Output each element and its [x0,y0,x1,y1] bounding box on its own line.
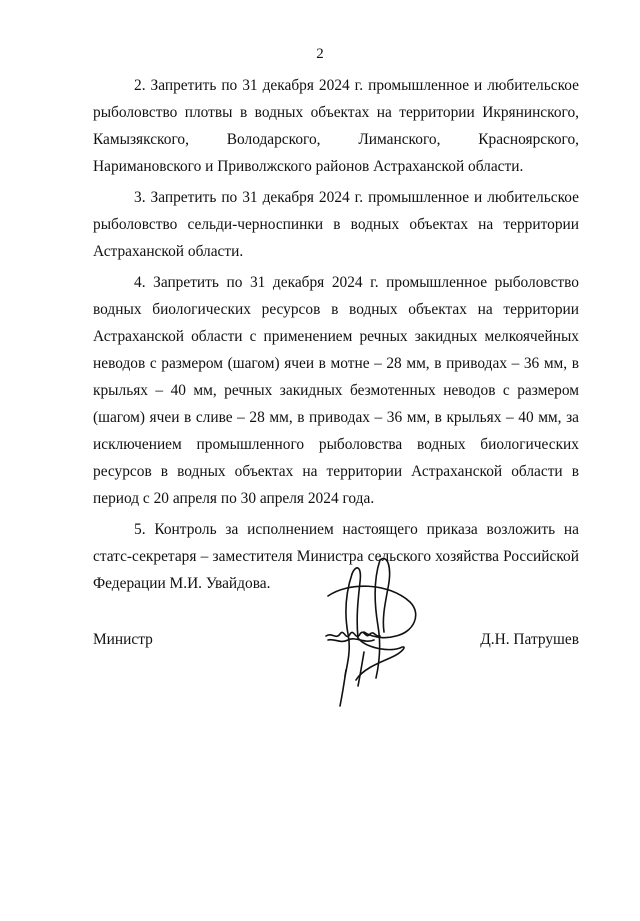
paragraph-3: 3. Запретить по 31 декабря 2024 г. промышленное и любительское рыболовство сельди-черноспинки в водных объектах на территории Астраханской области. [93,189,579,260]
page-number: 2 [316,46,324,62]
paragraph-2: 2. Запретить по 31 декабря 2024 г. промышленное и любительское рыболовство плотвы в водных объектах на территории Икрянинского, Камызякского, Володарского, Лиманского, Красноярского, Наримановского и Приволжского районов Астраханской области. [93,77,579,175]
paragraph-5: 5. Контроль за исполнением настоящего приказа возложить на статс-секретаря – заместителя Министра сельского хозяйства Российской Федерации М.И. Увайдова. [93,521,579,592]
signatory-name: Д.Н. Патрушев [480,631,579,648]
signatory-position: Министр [93,631,153,648]
signature-icon [318,552,428,710]
paragraph-4: 4. Запретить по 31 декабря 2024 г. промышленное рыболовство водных биологических ресурсов в водных объектах на территории Астраханской области с применением речных закидных мелкоячейных неводов с размером (шагом) ячеи в мотне – 28 мм, в приводах – 36 мм, в крыльях – 40 мм, речных закидных безмотенных неводов с размером (шагом) ячеи в сливе – 28 мм, в приводах – 36 мм, в крыльях – 40 мм, за исключением промышленного рыболовства водных биологических ресурсов в водных объектах на территории Астраханской области в период с 20 апреля по 30 апреля 2024 года. [93,274,579,507]
order-body [93,72,579,601]
